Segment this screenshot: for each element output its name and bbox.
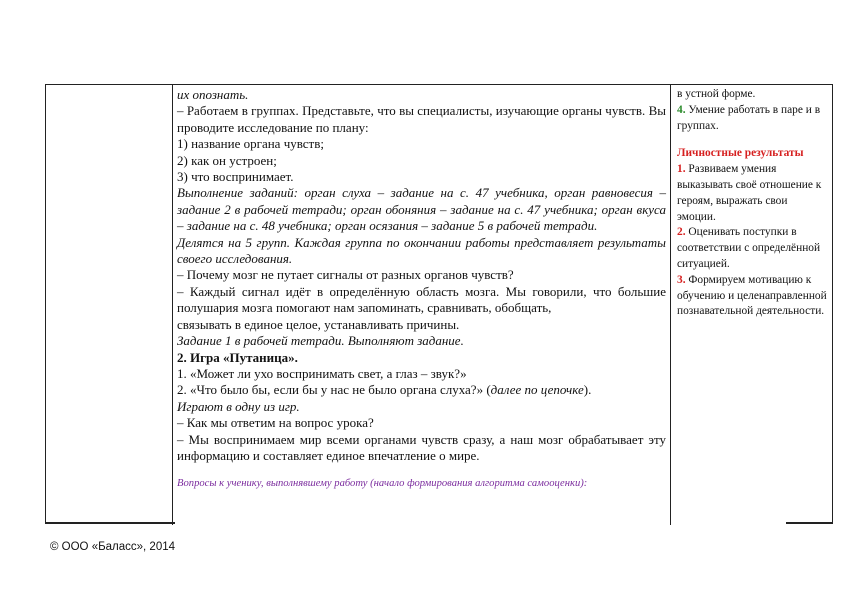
- text-line: Выполнение заданий: орган слуха – задание на с. 47 учебника, орган равновесия – задание 2 в рабочей тетради; орган обоняния – задание на с. 47 учебника; орган вкуса – задание на с. 48 учебника; орган осязания – задание 5 в рабочей тетради.: [177, 185, 666, 234]
- game-question: 1. «Может ли ухо воспринимать свет, а глаз – звук?»: [177, 365, 467, 381]
- section-heading: 2. Игра «Путаница».: [177, 349, 298, 365]
- text-line: – Мы воспринимаем мир всеми органами чувств сразу, а наш мозг обрабатывает эту информацию и составляет единое впечатление о мире.: [177, 431, 666, 463]
- item-text: Умение работать в паре и в группах.: [677, 103, 821, 132]
- text-span: далее по цепочке: [490, 382, 584, 398]
- item-number: 3.: [677, 273, 686, 286]
- text-span: ).: [583, 382, 592, 398]
- result-line: в устной форме.: [677, 88, 756, 100]
- result-item: [677, 162, 828, 225]
- text-line: Задание 1 в рабочей тетради. Выполняют задание.: [177, 333, 464, 349]
- table-bottom-border: [786, 522, 833, 524]
- text-line: – Каждый сигнал идёт в определённую область мозга. Мы говорили, что большие полушария мозга помогают нам запоминать, сравнивать, обобщать,: [177, 283, 666, 316]
- text-line: – Почему мозг не путает сигналы от разных органов чувств?: [177, 267, 514, 283]
- text-line: Играют в одну из игр.: [177, 398, 300, 414]
- plan-item: 1) название органа чувств;: [177, 136, 324, 152]
- stage-column: [46, 85, 173, 525]
- text-line: – Как мы ответим на вопрос урока?: [177, 415, 374, 431]
- text-line: их опознать.: [177, 87, 249, 102]
- plan-item: 3) что воспринимает.: [177, 169, 294, 185]
- item-number: 1.: [677, 163, 686, 176]
- results-column: [671, 85, 832, 525]
- text-span: 2. «Что было бы, если бы у нас не было органа слуха?» (: [177, 382, 491, 398]
- game-question: [177, 382, 666, 398]
- copyright-footer: © ООО «Баласс», 2014: [50, 541, 176, 553]
- result-item: [677, 225, 828, 272]
- item-number: 2.: [677, 226, 686, 239]
- self-assessment-note: Вопросы к ученику, выполнявшему работу (начало формирования алгоритма самооценки):: [177, 478, 588, 490]
- lesson-table: [45, 84, 833, 524]
- item-text: Развиваем умения выказывать своё отношение к героям, выражать свои эмоции.: [677, 163, 822, 223]
- item-text: Формируем мотивацию к обучению и целенаправленной познавательной деятельности.: [677, 273, 827, 318]
- text-line: – Работаем в группах. Представьте, что вы специалисты, изучающие органы чувств. Вы проводите исследование по плану:: [177, 103, 666, 135]
- table-bottom-border: [45, 522, 175, 524]
- item-number: 4.: [677, 103, 686, 116]
- item-text: Оценивать поступки в соответствии с определённой ситуацией.: [677, 226, 821, 270]
- text-line: связывать в единое целое, устанавливать причины.: [177, 316, 460, 332]
- text-line: Делятся на 5 групп. Каждая группа по окончании работы представляет результаты своего исследования.: [177, 234, 666, 267]
- activity-column: [173, 85, 671, 525]
- result-item: [677, 273, 828, 320]
- result-item: [677, 103, 828, 135]
- plan-item: 2) как он устроен;: [177, 152, 277, 168]
- personal-results-heading: Личностные результаты: [677, 147, 804, 160]
